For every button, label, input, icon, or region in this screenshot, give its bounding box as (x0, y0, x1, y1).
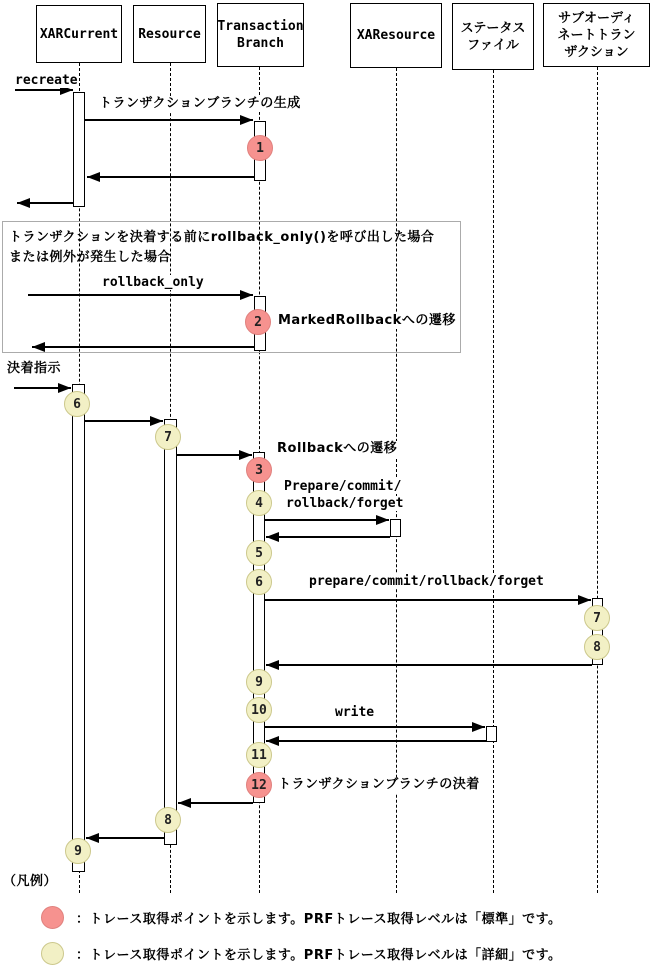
trace-point-detail: 4 (246, 490, 272, 516)
arrow-line (266, 740, 486, 742)
trace-point-detail: 8 (155, 807, 181, 833)
trace-point-detail: 6 (64, 391, 90, 417)
actor-label: ザクション (564, 44, 629, 60)
trace-point-detail: 8 (584, 634, 610, 660)
trace-point-detail: 5 (246, 540, 272, 566)
activation-bar (164, 419, 177, 845)
actor-box-xarcurrent (36, 5, 122, 63)
trace-point-marker-icon (41, 942, 64, 965)
trace-point-detail: 7 (155, 424, 181, 450)
actor-label: Branch (237, 36, 284, 51)
arrow-head-icon (58, 383, 71, 393)
actor-label: ファイル (467, 37, 519, 53)
message-label: write (335, 705, 375, 720)
actor-box-resource (133, 5, 206, 63)
actor-label: Transaction (217, 19, 304, 34)
message-label: prepare/commit/rollback/forget (309, 574, 544, 589)
arrow-line (85, 119, 253, 121)
trace-point-detail: 10 (246, 697, 272, 723)
actor-box-xaresource (350, 3, 442, 68)
activation-bar (486, 726, 497, 742)
actor-label: サブオーディ (558, 10, 635, 26)
actor-label: ステータス (460, 20, 526, 36)
actor-box-transaction-branch (217, 3, 304, 67)
arrow-line (265, 599, 591, 601)
arrow-head-icon (32, 342, 45, 352)
alt-frame (2, 221, 461, 353)
trace-point-standard: 1 (247, 135, 273, 161)
arrow-head-icon (240, 290, 253, 300)
arrow-head-icon (86, 833, 99, 843)
arrow-line (87, 176, 254, 178)
legend-item (41, 941, 562, 965)
activation-bar (72, 384, 85, 872)
trace-point-detail: 7 (584, 605, 610, 631)
actor-box-status-file (452, 3, 534, 70)
message-label: recreate (15, 73, 78, 88)
lifeline (493, 70, 494, 893)
message-label: トランザクションブランチの決着 (278, 777, 480, 792)
arrow-head-icon (240, 115, 253, 125)
arrow-head-icon (266, 660, 279, 670)
arrow-line (265, 519, 389, 521)
actor-label: ネートトラン (557, 27, 636, 43)
message-label: rollback_only (102, 275, 204, 290)
frame-condition-line1: トランザクションを決着する前にrollback_only()を呼び出した場合 (9, 230, 435, 245)
legend-item (41, 905, 562, 929)
arrow-head-icon (266, 532, 279, 542)
arrow-line (32, 346, 254, 348)
activation-bar (390, 519, 401, 537)
arrow-head-icon (578, 595, 591, 605)
legend-text: ：トレース取得ポイントを示します。PRFトレース取得レベルは「標準」です。 (76, 911, 562, 927)
arrow-line (266, 664, 592, 666)
arrow-head-icon (472, 722, 485, 732)
frame-condition-line2: または例外が発生した場合 (9, 250, 172, 265)
message-label: トランザクションブランチの生成 (99, 96, 301, 111)
arrow-head-icon (17, 198, 30, 208)
arrow-line (266, 536, 390, 538)
arrow-head-icon (87, 172, 100, 182)
trace-point-marker-icon (41, 906, 64, 929)
arrow-line (265, 726, 485, 728)
lifeline (597, 67, 598, 893)
trace-point-standard: 2 (245, 309, 271, 335)
trace-point-detail: 9 (246, 669, 272, 695)
message-label: Rollbackへの遷移 (277, 441, 398, 456)
arrow-line (28, 294, 253, 296)
actor-label: Resource (138, 26, 201, 42)
actor-box-subordinate-transaction (543, 3, 650, 67)
actor-label: XAResource (356, 28, 436, 43)
arrow-head-icon (376, 515, 389, 525)
trace-point-standard: 12 (246, 772, 272, 798)
message-label: （凡例） (3, 874, 58, 889)
trace-point-detail: 11 (246, 742, 272, 768)
actor-label: XARCurrent (39, 26, 119, 42)
trace-point-detail: 9 (65, 838, 91, 864)
trace-point-standard: 3 (246, 457, 272, 483)
arrow-head-icon (266, 736, 279, 746)
trace-point-detail: 6 (246, 569, 272, 595)
frame-condition (9, 228, 434, 268)
activation-bar (73, 92, 85, 207)
message-label: MarkedRollbackへの遷移 (278, 313, 456, 328)
legend-text: ：トレース取得ポイントを示します。PRFトレース取得レベルは「詳細」です。 (76, 947, 562, 963)
arrow-head-icon (239, 450, 252, 460)
message-label: rollback/forget (286, 496, 404, 511)
arrow-head-icon (178, 798, 191, 808)
message-label: 決着指示 (7, 361, 62, 376)
message-label: Prepare/commit/ (284, 479, 402, 494)
